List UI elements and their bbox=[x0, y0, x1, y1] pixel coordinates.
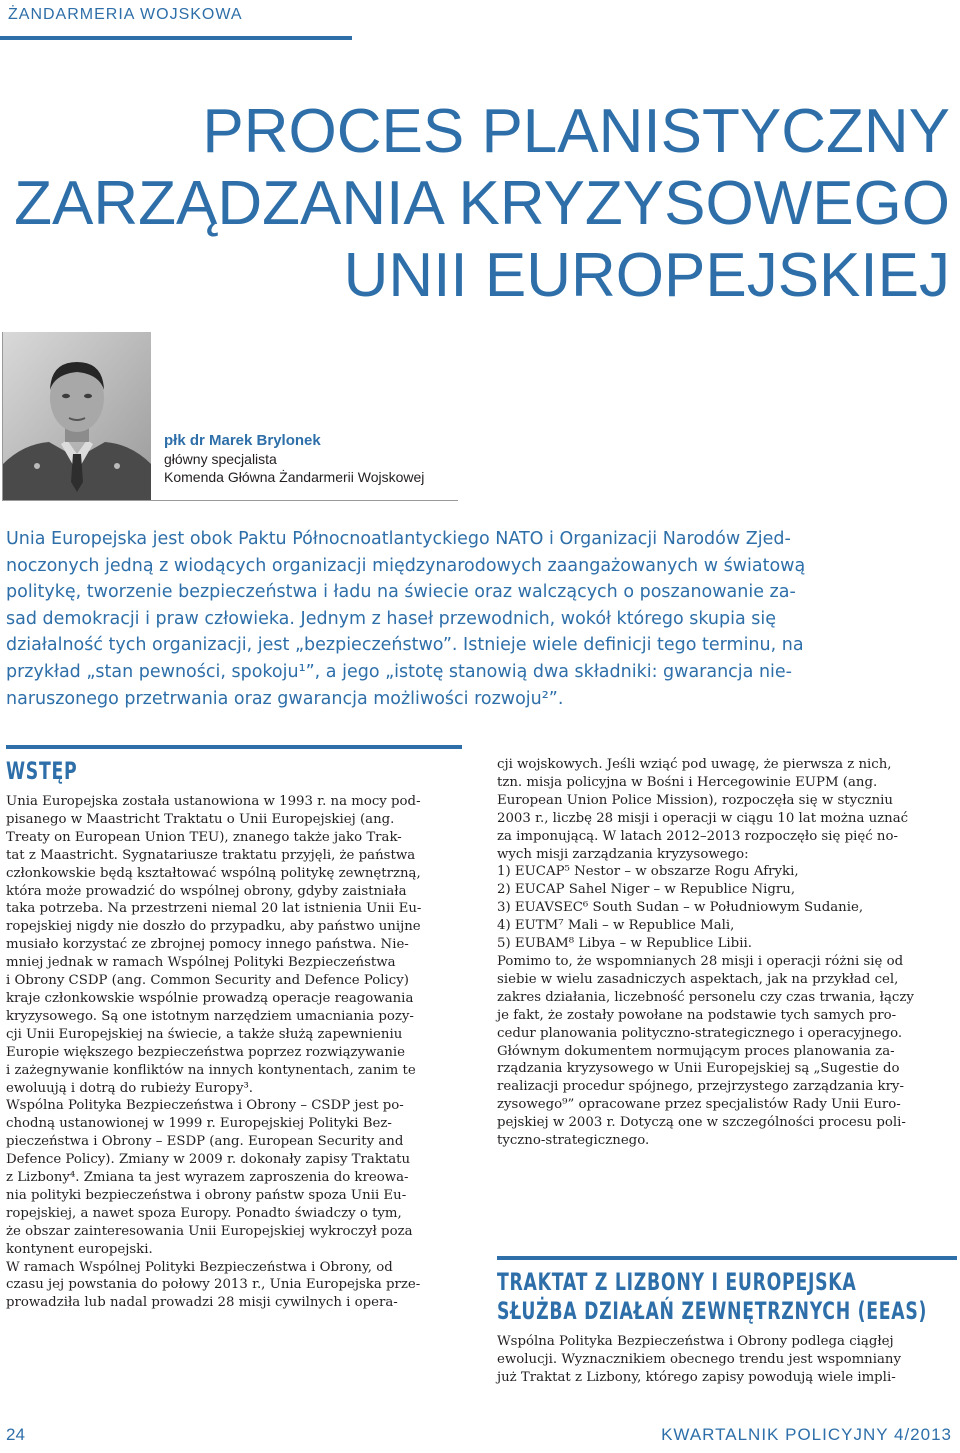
body-text-line: 2003 r., liczbę 28 misji i operacji w ciągu 10 lat można uznać bbox=[497, 810, 909, 826]
mission-item: 4) EUTM⁷ Mali – w Republice Mali, bbox=[497, 917, 735, 933]
article-title bbox=[14, 96, 950, 312]
right-column-top bbox=[497, 756, 957, 863]
body-text-line: ropejskiej nigdy nie doszło do przypadku, aby państwo unijne bbox=[6, 919, 421, 935]
magazine-name: KWARTALNIK POLICYJNY 4/2013 bbox=[661, 1425, 952, 1444]
section-heading-lizbona-line2: SŁUŻBA DZIAŁAŃ ZEWNĘTRZNYCH (EEAS) bbox=[497, 1297, 928, 1325]
body-text-line: European Union Police Mission), rozpoczęła się w styczniu bbox=[497, 792, 893, 808]
section-rule bbox=[6, 745, 462, 749]
body-text-line: je fakt, że zostały powołane na podstawie tych samych pro- bbox=[497, 1007, 897, 1023]
body-text-line: i zażegnywanie konfliktów na innych kontynentach, zanim te bbox=[6, 1062, 416, 1078]
lead-line: noczonych jedną z wiodących organizacji międzynarodowych zaangażowanych w światową bbox=[6, 555, 806, 576]
body-text-line: Defence Policy). Zmiany w 2009 r. dokonały zapisy Traktatu bbox=[6, 1152, 411, 1168]
body-text-line: cji wojskowych. Jeśli wziąć pod uwagę, że pierwsza z nich, bbox=[497, 757, 892, 772]
body-text-line: musiało korzystać ze zbrojnej pomocy innego państwa. Nie- bbox=[6, 937, 409, 953]
body-text-line: mniej jednak w ramach Wspólnej Polityki Bezpieczeństwa bbox=[6, 955, 396, 971]
body-text-line: czasu jej powstania do połowy 2013 r., Unia Europejska prze- bbox=[6, 1277, 421, 1293]
author-role: główny specjalista bbox=[164, 451, 277, 467]
body-text-line: która może prowadzić do wspólnej obrony, gdyby zaistniała bbox=[6, 883, 407, 899]
section-heading-lizbona-line1: TRAKTAT Z LIZBONY I EUROPEJSKA bbox=[497, 1268, 857, 1296]
body-text-line: ewoluują i dotrą do rubieży Europy³. bbox=[6, 1080, 254, 1096]
body-text-line: prowadziła lub nadal prowadzi 28 misji cywilnych i opera- bbox=[6, 1295, 398, 1311]
body-text-line: ropejskiej, a nawet spoza Europy. Ponadto świadczy o tym, bbox=[6, 1205, 402, 1221]
body-text-line: nia polityki bezpieczeństwa i obrony państw spoza Unii Eu- bbox=[6, 1187, 407, 1203]
lead-line: sad demokracji i praw człowieka. Jednym z haseł przewodnich, wokół którego skupia się bbox=[6, 608, 777, 629]
body-text-line: tat z Maastricht. Sygnatariusze traktatu przyjęli, że państwa bbox=[6, 847, 416, 863]
body-text-line: Wspólna Polityka Bezpieczeństwa i Obrony podlega ciągłej bbox=[497, 1334, 894, 1349]
lead-line: działalność tych organizacji, jest „bezpieczeństwo”. Istnieje wiele definicji tego terminu, na bbox=[6, 635, 804, 656]
author-block bbox=[164, 432, 424, 486]
body-text-line: już Traktat z Lizbony, którego zapisy powodują wiele impli- bbox=[497, 1369, 896, 1385]
mission-item: 5) EUBAM⁸ Libya – w Republice Libii. bbox=[497, 935, 752, 951]
title-line: PROCES PLANISTYCZNY bbox=[202, 97, 950, 166]
lead-line: Unia Europejska jest obok Paktu Północnoatlantyckiego NATO i Organizacji Narodów Zjed- bbox=[6, 529, 791, 549]
left-column bbox=[6, 793, 462, 1312]
body-text-line: Pomimo to, że wspomnianych 28 misji i operacji różni się od bbox=[497, 954, 904, 969]
body-text-line: kryzysowego. Są one istotnym narzędziem umacniania pozy- bbox=[6, 1008, 414, 1024]
body-text-line: członkowskie będą kształtować wspólną politykę zewnętrzną, bbox=[6, 865, 421, 881]
lead-line: politykę, tworzenie bezpieczeństwa i ładu na świecie oraz walczących o poszanowanie za- bbox=[6, 582, 796, 603]
body-text-line: rządzania kryzysowego w Unii Europejskiej są „Sugestie do bbox=[497, 1061, 900, 1077]
body-text-line: kontynent europejski. bbox=[6, 1241, 153, 1257]
lead-paragraph bbox=[6, 526, 954, 712]
body-text-line: tzn. misja policyjna w Bośni i Hercegowinie EUPM (ang. bbox=[497, 774, 878, 790]
right-column-bottom bbox=[497, 953, 957, 1150]
body-text-line: z Lizbony⁴. Zmiana ta jest wyrazem zaproszenia do kreowa- bbox=[6, 1170, 409, 1186]
body-text-line: cedur planowania polityczno-strategicznego i operacyjnego. bbox=[497, 1025, 903, 1041]
body-text-line: Wspólna Polityka Bezpieczeństwa i Obrony – CSDP jest po- bbox=[6, 1098, 404, 1114]
body-text-line: tyczno-strategicznego. bbox=[497, 1133, 650, 1149]
section-tag-rule bbox=[0, 36, 352, 40]
body-text-line: że obszar zainteresowania Unii Europejskiej wykroczył poza bbox=[6, 1223, 413, 1239]
body-text-line: realizacji procedur spójnego, przejrzystego zarządzania kry- bbox=[497, 1079, 904, 1095]
body-text-line: Unia Europejska została ustanowiona w 1993 r. na mocy pod- bbox=[6, 794, 421, 809]
body-text-line: siebie w wielu zasadniczych aspektach, jak na przykład cel, bbox=[497, 971, 899, 987]
body-text-line: Europie większego bezpieczeństwa poprzez rozwiązywanie bbox=[6, 1044, 406, 1060]
body-text-line: Treaty on European Union TEU), znanego także jako Trak- bbox=[6, 829, 402, 845]
body-text-line: pejskiej w 2003 r. Dotyczą one w szczególności procesu poli- bbox=[497, 1115, 906, 1131]
body-text-line: W ramach Wspólnej Polityki Bezpieczeństwa i Obrony, od bbox=[6, 1259, 393, 1275]
body-text-line: kraje członkowskie wspólnie prowadzą operacje reagowania bbox=[6, 990, 414, 1006]
body-text-line: Głównym dokumentem normującym proces planowania za- bbox=[497, 1043, 895, 1059]
body-text-line: i Obrony CSDP (ang. Common Security and Defence Policy) bbox=[6, 973, 409, 989]
author-rule bbox=[2, 500, 458, 501]
body-text-line: zakres działania, liczebność personelu czy czas trwania, łączy bbox=[497, 989, 914, 1005]
lead-line: przykład „stan pewności, spokoju¹”, a jego „istotę stanowią dwa składniki: gwarancja nie- bbox=[6, 661, 792, 682]
author-photo bbox=[2, 332, 151, 501]
mission-item: 1) EUCAP⁵ Nestor – w obszarze Rogu Afryki, bbox=[497, 864, 799, 879]
body-text-line: taka potrzeba. Na przestrzeni niemal 20 lat istnienia Unii Eu- bbox=[6, 901, 422, 917]
missions-list bbox=[497, 863, 957, 953]
body-text-line: pisanego w Maastricht Traktatu o Unii Europejskiej (ang. bbox=[6, 811, 395, 827]
body-text-line: chodną ustanowionej w 1999 r. Europejskiej Polityki Bez- bbox=[6, 1116, 392, 1132]
body-text-line: zysowego⁹” opracowane przez specjalistów Rady Unii Euro- bbox=[497, 1097, 901, 1113]
section-tag: ŻANDARMERIA WOJSKOWA bbox=[8, 6, 243, 23]
author-organization: Komenda Główna Żandarmerii Wojskowej bbox=[164, 469, 425, 485]
section-heading-wstep: WSTĘP bbox=[6, 757, 78, 785]
mission-item: 3) EUAVSEC⁶ South Sudan – w Południowym Sudanie, bbox=[497, 899, 864, 915]
body-text-line: cji Unii Europejskiej na świecie, a także służą zapewnieniu bbox=[6, 1026, 403, 1042]
body-text-line: za imponującą. W latach 2012–2013 rozpoczęło się pięć no- bbox=[497, 828, 898, 844]
section-rule bbox=[497, 1256, 957, 1260]
lead-line: naruszonego przetrwania oraz gwarancja możliwości rozwoju²”. bbox=[6, 688, 564, 709]
page-number: 24 bbox=[6, 1425, 25, 1444]
body-text-line: wych misji zarządzania kryzysowego: bbox=[497, 846, 749, 862]
title-line: UNII EUROPEJSKIEJ bbox=[343, 241, 950, 310]
body-text-line: ewolucji. Wyznacznikiem obecnego trendu jest wspomniany bbox=[497, 1351, 901, 1367]
title-line: ZARZĄDZANIA KRYZYSOWEGO bbox=[14, 169, 950, 238]
body-text-line: pieczeństwa i Obrony – ESDP (ang. European Security and bbox=[6, 1134, 404, 1150]
section2-body bbox=[497, 1333, 957, 1387]
mission-item: 2) EUCAP Sahel Niger – w Republice Nigru, bbox=[497, 881, 796, 897]
author-name: płk dr Marek Brylonek bbox=[164, 432, 321, 449]
